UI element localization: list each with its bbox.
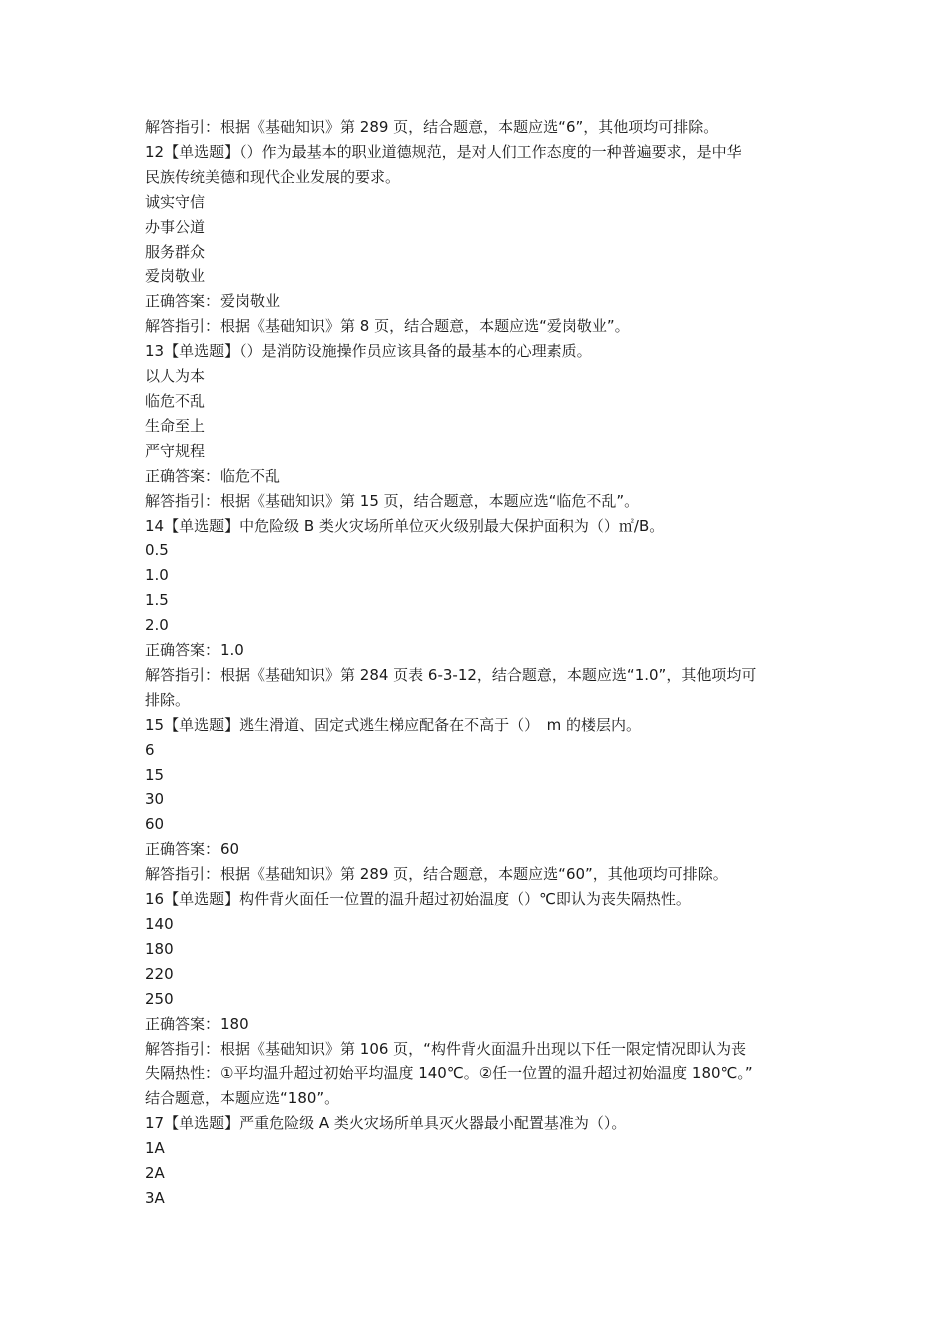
text-line: 正确答案：180 (145, 1014, 249, 1033)
text-line: 2.0 (145, 616, 169, 635)
text-line: 排除。 (145, 690, 191, 709)
text-line: 解答指引：根据《基础知识》第 8 页，结合题意，本题应选“爱岗敬业”。 (145, 317, 630, 336)
text-line: 180 (145, 939, 174, 958)
text-line: 220 (145, 964, 174, 983)
text-line: 正确答案：60 (145, 840, 240, 859)
text-line: 2A (145, 1164, 165, 1183)
text-line: 1A (145, 1139, 165, 1158)
text-line: 3A (145, 1188, 165, 1207)
text-line: 解答指引：根据《基础知识》第 106 页，“构件背火面温升出现以下任一限定情况即认为丧 (145, 1039, 746, 1058)
text-line: 生命至上 (145, 416, 206, 435)
text-line: 解答指引：根据《基础知识》第 289 页，结合题意，本题应选“6”，其他项均可排除。 (145, 118, 719, 136)
text-line: 14【单选题】中危险级 B 类火灾场所单位灭火级别最大保护面积为（）㎡/B。 (145, 516, 665, 535)
text-line: 正确答案：爱岗敬业 (145, 292, 281, 311)
text-line: 民族传统美德和现代企业发展的要求。 (145, 167, 401, 186)
text-line: 17【单选题】严重危险级 A 类火灾场所单具灭火器最小配置基准为（）。 (145, 1114, 627, 1133)
text-line: 以人为本 (145, 367, 206, 386)
text-line: 临危不乱 (145, 391, 206, 410)
text-line: 诚实守信 (145, 192, 206, 211)
text-line: 严守规程 (145, 441, 206, 460)
text-line: 正确答案：临危不乱 (145, 466, 281, 485)
text-line: 16【单选题】构件背火面任一位置的温升超过初始温度（）℃即认为丧失隔热性。 (145, 890, 691, 909)
text-line: 正确答案：1.0 (145, 641, 244, 660)
text-line: 0.5 (145, 541, 169, 560)
text-line: 1.0 (145, 566, 169, 585)
text-line: 12【单选题】（）作为最基本的职业道德规范，是对人们工作态度的一种普遍要求，是中华 (145, 142, 742, 161)
text-line: 15 (145, 765, 165, 784)
text-line: 解答指引：根据《基础知识》第 15 页，结合题意，本题应选“临危不乱”。 (145, 491, 640, 510)
text-line: 1.5 (145, 591, 169, 610)
document-body (145, 115, 815, 1211)
text-line: 140 (145, 915, 174, 933)
text-line: 办事公道 (145, 217, 206, 236)
text-line: 250 (145, 989, 174, 1008)
text-line: 6 (145, 740, 155, 759)
text-line: 解答指引：根据《基础知识》第 289 页，结合题意，本题应选“60”，其他项均可排除。 (145, 865, 728, 884)
text-line: 30 (145, 790, 165, 809)
text-line: 服务群众 (145, 242, 206, 261)
text-line: 15【单选题】逃生滑道、固定式逃生梯应配备在不高于（） m 的楼层内。 (145, 715, 641, 734)
text-line: 13【单选题】（）是消防设施操作员应该具备的最基本的心理素质。 (145, 342, 592, 361)
text-line: 结合题意，本题应选“180”。 (145, 1089, 340, 1108)
text-line: 60 (145, 815, 165, 834)
text-line: 解答指引：根据《基础知识》第 284 页表 6-3-12，结合题意，本题应选“1.0”，其他项均可 (145, 665, 757, 684)
text-line: 爱岗敬业 (145, 267, 206, 286)
text-line: 失隔热性：①平均温升超过初始平均温度 140℃。②任一位置的温升超过初始温度 180℃。” (145, 1064, 753, 1083)
